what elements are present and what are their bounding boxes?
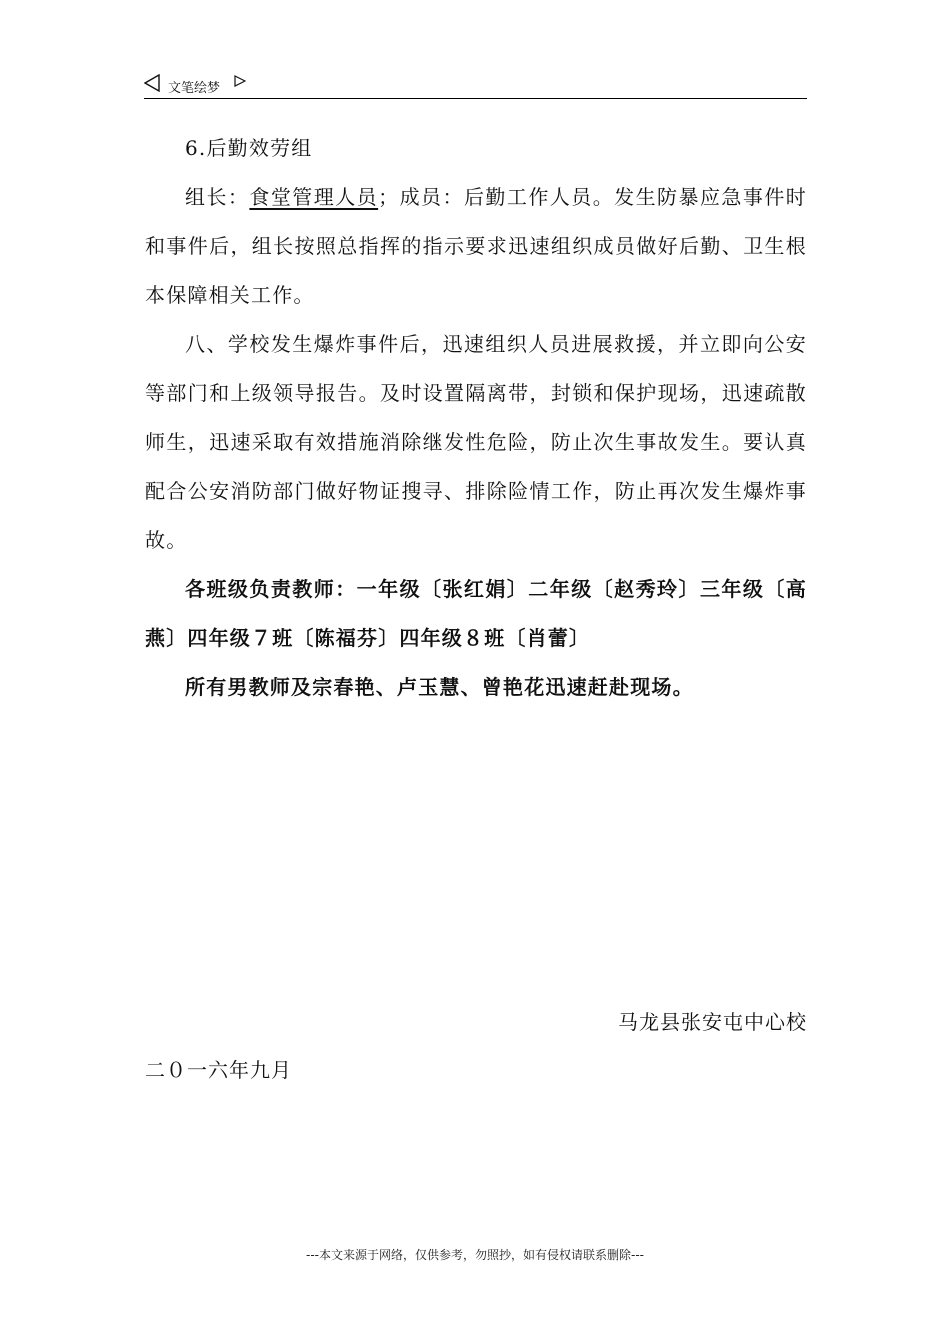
leader-label: 组长： xyxy=(185,185,250,209)
logistics-text: ；成员：后勤工作人员。发生防暴应急事件时和事件后，组长按照总指挥的指示要求迅速组织成员做好后勤、卫生根本保障相关工作。 xyxy=(145,185,808,307)
paragraph-teachers: 各班级负责教师：一年级〔张红娟〕二年级〔赵秀玲〕三年级〔高燕〕四年级７班〔陈福芬〕四年级８班〔肖蕾〕 xyxy=(145,577,807,650)
paragraph-male-teachers: 所有男教师及宗春艳、卢玉慧、曾艳花迅速赶赴现场。 xyxy=(185,675,694,699)
section-title: 6.后勤效劳组 xyxy=(185,136,313,160)
paragraph-logistics xyxy=(145,173,807,320)
page-footer: ---本文来源于网络，仅供参考，勿照抄，如有侵权请联系删除--- xyxy=(306,1248,644,1262)
header-title: 文笔绘梦 xyxy=(168,81,221,96)
page-header xyxy=(144,72,807,99)
triangle-left-outline-icon xyxy=(144,74,160,92)
document-body xyxy=(145,124,807,712)
paragraph-explosion: 八、学校发生爆炸事件后，迅速组织人员进展救援，并立即向公安等部门和上级领导报告。及时设置隔离带，封锁和保护现场，迅速疏散师生，迅速采取有效措施消除继发性危险，防止次生事故发生。要认真配合公安消防部门做好物证搜寻、排除险情工作，防止再次发生爆炸事故。 xyxy=(145,332,807,552)
triangle-right-outline-icon xyxy=(234,75,246,87)
signature-date: 二０一六年九月 xyxy=(145,1058,292,1082)
signature-org: 马龙县张安屯中心校 xyxy=(618,1010,807,1034)
leader-role: 食堂管理人员 xyxy=(249,185,379,209)
